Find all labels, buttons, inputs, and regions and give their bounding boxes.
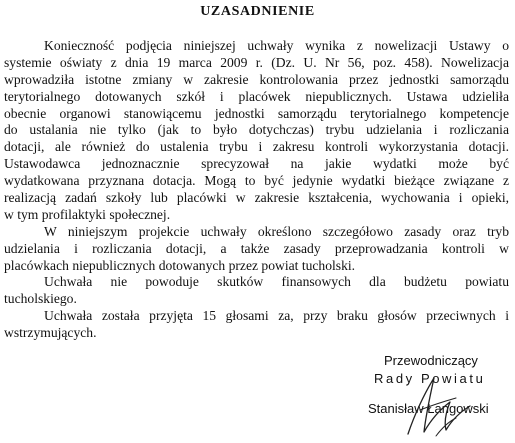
text-line-14: placówkach niepublicznych dotowanych przez powiat tucholski. <box>4 257 356 273</box>
text-line-6: do ustalania nie tylko (jak to było dotychczas) trybu udzielania i rozliczania <box>4 122 509 138</box>
text-line-3: wprowadziła istotne zmiany w zakresie kontrolowania przez jednostki samorządu <box>4 71 509 87</box>
text-line-15: Uchwała nie powoduje skutków finansowych dla budżetu powiatu <box>44 274 509 290</box>
signature-role: Przewodniczący <box>384 353 478 368</box>
text-line-5: obecnie organowi stanowiącemu jednostki samorządu terytorialnego kompetencje <box>4 105 509 121</box>
signature-council: Rady Powiatu <box>374 371 486 386</box>
document-body <box>4 38 509 342</box>
text-line-18: wstrzymujących. <box>4 325 97 341</box>
text-line-7: dotacji, ale również do ustalenia trybu i zakresu kontroli wykorzystania dotacji. <box>4 139 509 155</box>
text-line-17: Uchwała została przyjęta 15 głosami za, przy braku głosów przeciwnych i <box>44 308 509 324</box>
text-line-13: udzielania i rozliczania dotacji, a także zasady przeprowadzania kontroli w <box>4 240 509 256</box>
text-line-2: systemie oświaty z dnia 19 marca 2009 r. (Dz. U. Nr 56, poz. 458). Nowelizacja <box>4 54 509 70</box>
text-line-11: w tym profilaktyki społecznej. <box>4 206 171 222</box>
document-title: UZASADNIENIE <box>200 4 315 19</box>
text-line-12: W niniejszym projekcie uchwały określono szczegółowo zasady oraz tryb <box>44 223 509 239</box>
text-line-9: wydatkowana przyznana dotacja. Mogą to być jedynie wydatki bieżące związane z <box>4 173 509 189</box>
text-line-16: tucholskiego. <box>4 291 77 307</box>
text-line-4: terytorialnego dotowanych szkół i placówek niepublicznych. Ustawa udzieliła <box>4 88 509 104</box>
text-line-1: Konieczność podjęcia niniejszej uchwały wynika z nowelizacji Ustawy o <box>44 38 509 53</box>
signature-name: Stanisław Łangowski <box>368 401 489 416</box>
handwritten-signature <box>390 372 480 442</box>
text-line-8: Ustawodawca jednoznacznie sprecyzował na jakie wydatki może być <box>4 156 509 172</box>
text-line-10: realizacją zadań szkoły lub placówki w zakresie kształcenia, wychowania i opieki, <box>4 190 509 206</box>
